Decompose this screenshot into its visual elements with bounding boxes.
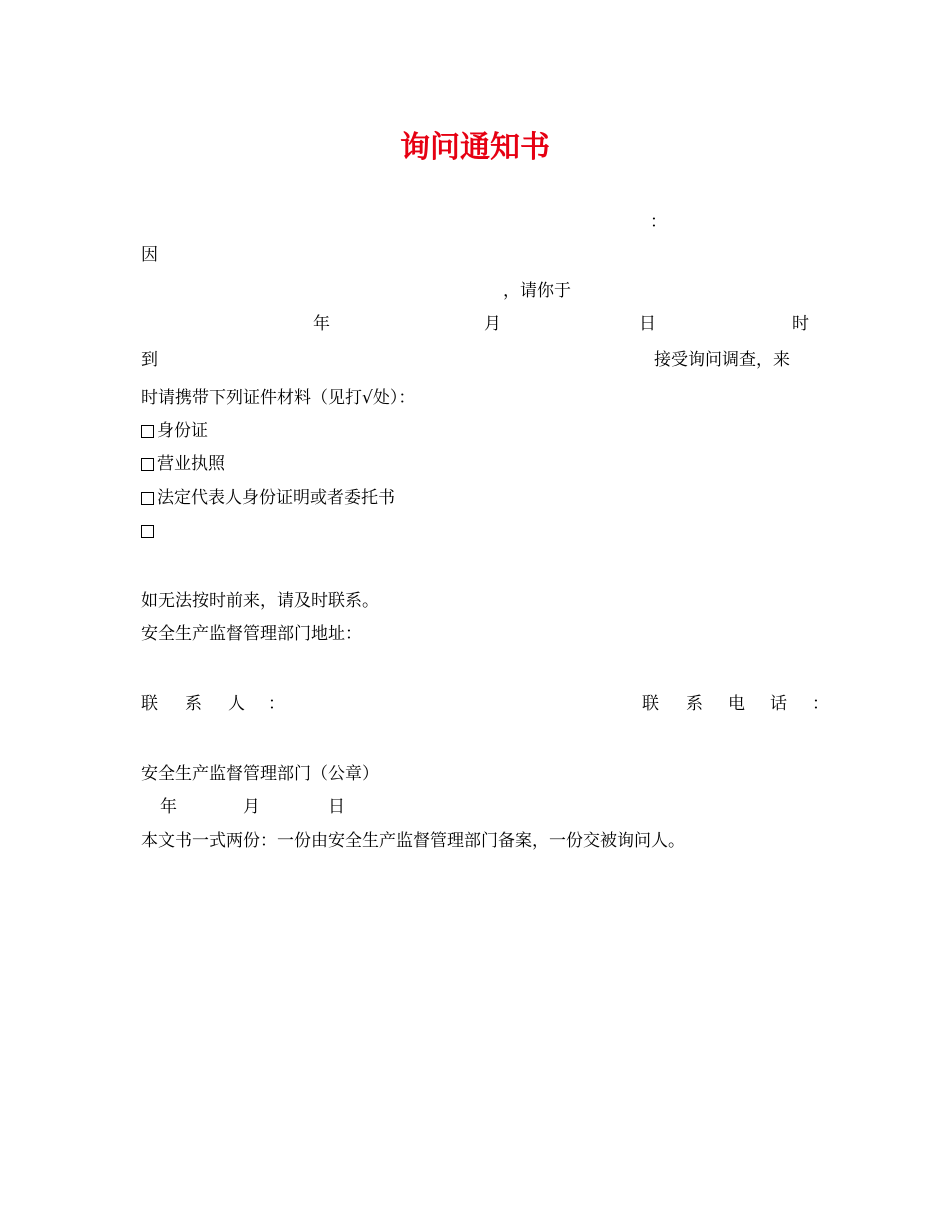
material-label: 营业执照 — [157, 454, 225, 474]
contact-phone-char: 联 — [642, 694, 659, 714]
contact-notice: 如无法按时前来，请及时联系。 — [141, 591, 379, 611]
date-year-label: 年 — [313, 314, 330, 334]
accept-text: 接受询问调查，来 — [654, 350, 790, 370]
material-checkbox[interactable] — [141, 425, 154, 438]
reason-prefix: 因 — [141, 245, 158, 265]
date-hour-label: 时 — [792, 314, 809, 334]
contact-person-char: 系 — [185, 694, 202, 714]
document-title: 询问通知书 — [400, 130, 550, 165]
material-item — [141, 421, 208, 441]
contact-phone-char: 话 — [770, 694, 787, 714]
material-item — [141, 454, 225, 474]
material-label: 身份证 — [157, 421, 208, 441]
contact-person-colon: ： — [268, 694, 285, 714]
contact-phone-char: 系 — [686, 694, 703, 714]
material-label: 法定代表人身份证明或者委托书 — [157, 488, 395, 508]
contact-person-char: 联 — [141, 694, 158, 714]
material-checkbox[interactable] — [141, 458, 154, 471]
issue-day-label: 日 — [328, 797, 345, 817]
footer-note: 本文书一式两份：一份由安全生产监督管理部门备案，一份交被询问人。 — [141, 831, 685, 851]
contact-person-char: 人 — [228, 694, 245, 714]
material-checkbox[interactable] — [141, 492, 154, 505]
material-item — [141, 488, 395, 508]
recipient-colon: ： — [650, 212, 667, 232]
date-month-label: 月 — [484, 314, 501, 334]
date-day-label: 日 — [639, 314, 656, 334]
contact-phone-colon: ： — [812, 694, 829, 714]
location-prefix: 到 — [141, 350, 158, 370]
issuer-label: 安全生产监督管理部门（公章） — [141, 764, 379, 784]
contact-phone-char: 电 — [728, 694, 745, 714]
materials-intro: 时请携带下列证件材料（见打√处）： — [141, 388, 416, 408]
issue-year-label: 年 — [160, 797, 177, 817]
request-text: ，请你于 — [503, 281, 571, 301]
material-checkbox[interactable] — [141, 525, 154, 538]
issue-month-label: 月 — [243, 797, 260, 817]
material-item — [141, 521, 157, 541]
address-label: 安全生产监督管理部门地址： — [141, 624, 362, 644]
